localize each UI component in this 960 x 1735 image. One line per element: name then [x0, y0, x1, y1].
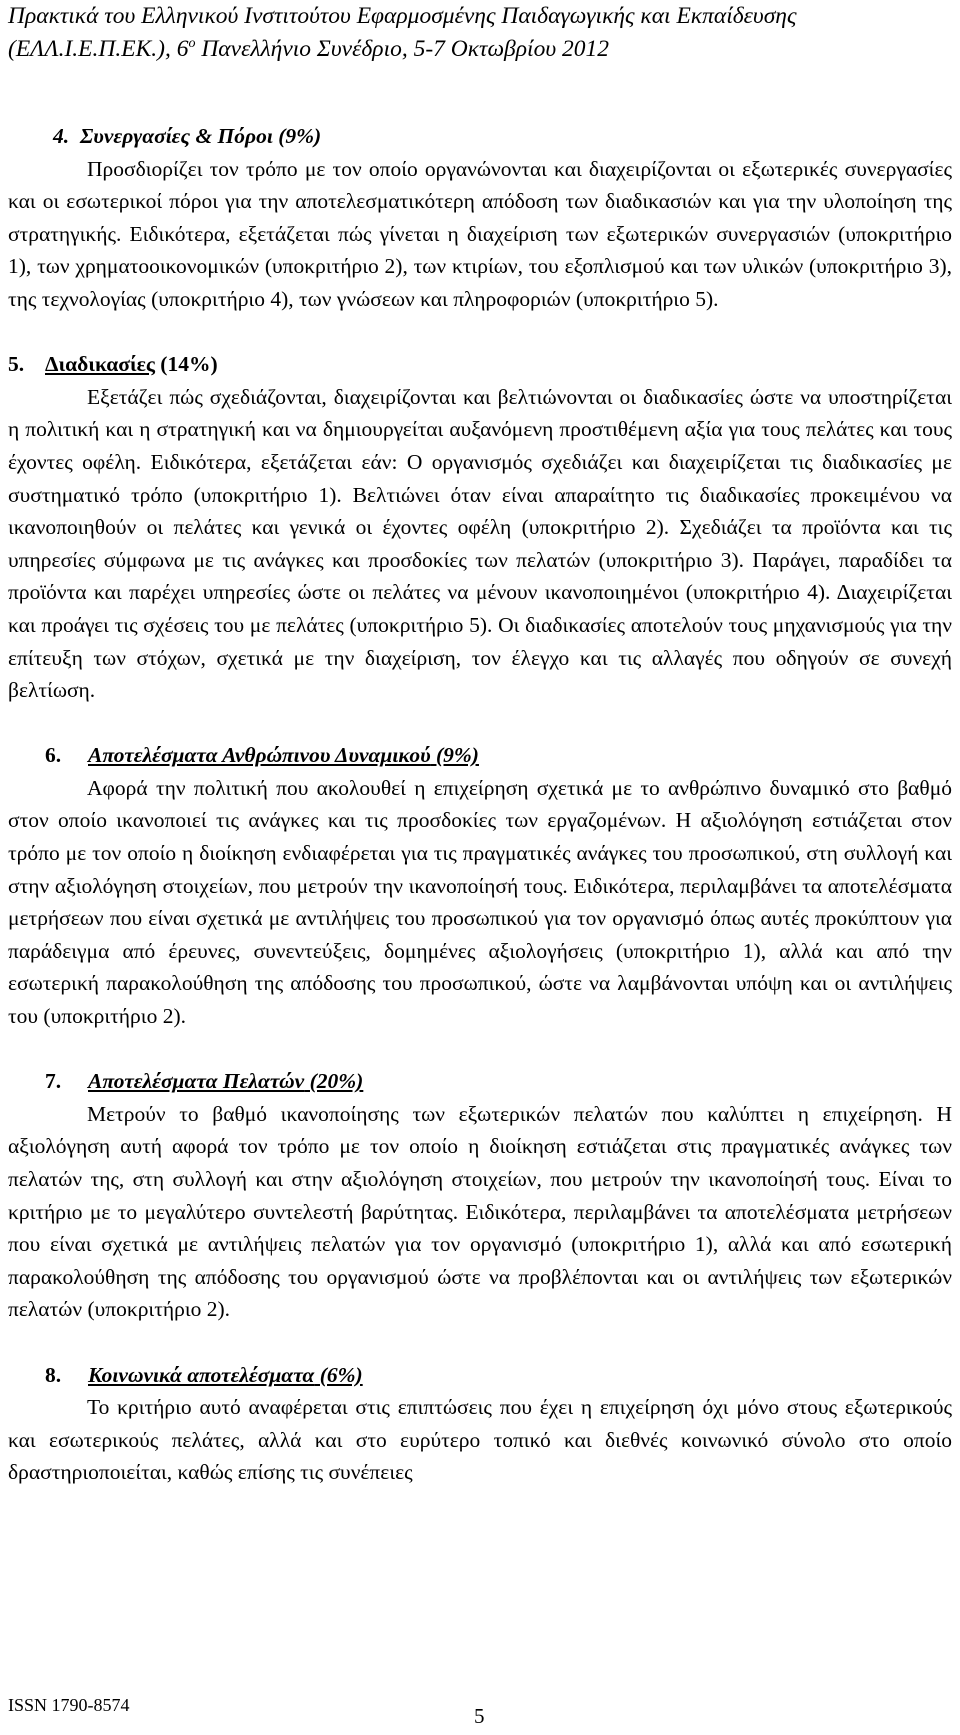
header-line-2-start: (ΕΛΛ.Ι.Ε.Π.ΕΚ.), 6 — [8, 36, 189, 62]
header-line-2 — [8, 33, 952, 66]
running-header — [8, 0, 952, 66]
section-5-heading — [8, 348, 952, 381]
section-7-number: 7. — [45, 1069, 62, 1094]
section-5-title: Διαδικασίες — [45, 352, 155, 377]
header-ordinal-superscript: ο — [188, 36, 196, 52]
section-4-percent: (9%) — [272, 124, 322, 148]
section-8-percent: (6%) — [314, 1362, 363, 1387]
section-8-heading — [8, 1359, 952, 1392]
section-7-paragraph: Μετρούν το βαθμό ικανοποίησης των εξωτερικών πελατών που καλύπτει η επιχείρηση. Η αξιολόγηση αυτή αφορά τον τρόπο με τον οποίο η διοίκηση εστιάζεται στις πραγματικές ανάγκες των πελατών της, στη συλλογή και στην αξιολόγηση στοιχείων, που μετρούν την ικανοποίησή τους. Είναι το κριτήριο με το μεγαλύτερο συντελεστή βαρύτητας. Ειδικότερα, περιλαμβάνει τα αποτελέσματα μετρήσεων που είναι σχετικά με αντιλήψεις πελατών για τον οργανισμό (υποκριτήριο 1), αλλά και από εσωτερική παρακολούθηση της απόδοσης του οργανισμού ώστε να προβλέπονται και οι αντιλήψεις των εξωτερικών πελατών (υποκριτήριο 2). — [8, 1101, 952, 1322]
section-8-title: Κοινωνικά αποτελέσματα — [88, 1362, 315, 1387]
header-line-2-end: Πανελλήνιο Συνέδριο, 5-7 Οκτωβρίου 2012 — [195, 36, 609, 62]
section-5-percent: (14%) — [154, 352, 218, 377]
issn-label: ISSN 1790-8574 — [8, 1695, 130, 1715]
section-4-heading — [8, 120, 952, 153]
section-6-number: 6. — [45, 743, 62, 768]
header-line-1: Πρακτικά του Ελληνικού Ινστιτούτου Εφαρμοσμένης Παιδαγωγικής και Εκπαίδευσης — [8, 3, 797, 29]
section-5 — [8, 348, 952, 707]
section-4-title: Συνεργασίες & Πόροι — [80, 124, 273, 148]
section-7 — [8, 1065, 952, 1326]
section-4-paragraph: Προσδιορίζει τον τρόπο με τον οποίο οργανώνονται και διαχειρίζονται οι εξωτερικές συνεργασίες και οι εσωτερικοί πόροι για την αποτελεσματικότερη απόδοση των διαδικασιών και για την υλοποίηση της στρατηγικής. Ειδικότερα, εξετάζεται πώς γίνεται η διαχείριση των εξωτερικών συνεργασιών (υποκριτήριο 1), των χρηματοοικονομικών (υποκριτήριο 2), των κτιρίων, του εξοπλισμού και των υλικών (υποκριτήριο 3), της τεχνολογίας (υποκριτήριο 4), των γνώσεων και πληροφοριών (υποκριτήριο 5). — [8, 156, 952, 311]
section-8-paragraph: Το κριτήριο αυτό αναφέρεται στις επιπτώσεις που έχει η επιχείρηση όχι μόνο στους εξωτερικούς και εσωτερικούς πελάτες, αλλά και στο ευρύτερο τοπικό και διεθνές κοινωνικό σύνολο στο οποίο δραστηριοποιείται, καθώς επίσης τις συνέπειες — [8, 1395, 952, 1485]
section-8-number: 8. — [45, 1362, 62, 1387]
page-footer — [8, 1690, 952, 1730]
section-8 — [8, 1359, 952, 1489]
section-6-percent: (9%) — [430, 743, 479, 768]
section-5-paragraph: Εξετάζει πώς σχεδιάζονται, διαχειρίζονται και βελτιώνονται οι διαδικασίες ώστε να υποστηρίζεται η πολιτική και η στρατηγική και να δημιουργείται αυξανόμενη προστιθέμενη αξία για τους πελάτες και τους έχοντες οφέλη. Ειδικότερα, εξετάζεται εάν: Ο οργανισμός σχεδιάζει και διαχειρίζεται τις διαδικασίες με συστηματικό τρόπο (υποκριτήριο 1). Βελτιώνει όταν είναι απαραίτητο τις διαδικασίες προκειμένου να ικανοποιηθούν οι πελάτες και γενικά οι έχοντες οφέλη (υποκριτήριο 2). Σχεδιάζει τα προϊόντα και τις υπηρεσίες σύμφωνα με τις ανάγκες και προσδοκίες των πελατών (υποκριτήριο 3). Παράγει, παραδίδει τα προϊόντα και παρέχει υπηρεσίες ώστε οι πελάτες να μένουν ικανοποιημένοι (υποκριτήριο 4). Διαχειρίζεται και προάγει τις σχέσεις του με πελάτες (υποκριτήριο 5). Οι διαδικασίες αποτελούν τους μηχανισμούς για την επίτευξη των στόχων, σχετικά με την διαχείριση, τον έλεγχο και τις αλλαγές που οδηγούν σε συνεχή βελτίωση. — [8, 384, 952, 703]
section-6 — [8, 739, 952, 1032]
section-7-title: Αποτελέσματα Πελατών — [88, 1069, 305, 1094]
section-7-percent: (20%) — [304, 1069, 364, 1094]
section-6-heading — [8, 739, 952, 772]
section-4-number: 4. — [53, 124, 70, 148]
page-body — [8, 120, 952, 1489]
page-number: 5 — [474, 1704, 485, 1728]
section-5-number: 5. — [8, 352, 25, 377]
section-7-heading — [8, 1065, 952, 1098]
section-6-title: Αποτελέσματα Ανθρώπινου Δυναμικού — [88, 743, 431, 768]
section-4 — [8, 120, 952, 316]
section-6-paragraph: Αφορά την πολιτική που ακολουθεί η επιχείρηση σχετικά με το ανθρώπινο δυναμικό στο βαθμό στον οποίο ικανοποιεί τις ανάγκες και τις προσδοκίες των εργαζομένων. Η αξιολόγηση εστιάζεται στον τρόπο με τον οποίο η διοίκηση ενδιαφέρεται για τις πραγματικές ανάγκες του προσωπικού, στη συλλογή και στην αξιολόγηση στοιχείων, που μετρούν την ικανοποίησή τους. Ειδικότερα, περιλαμβάνει τα αποτελέσματα μετρήσεων που είναι σχετικά με αντιλήψεις του προσωπικού για τον οργανισμό όπως αυτές προκύπτουν για παράδειγμα από έρευνες, συνεντεύξεις, δομημένες αξιολογήσεις (υποκριτήριο 1), αλλά και από την εσωτερική παρακολούθηση της απόδοσης του προσωπικού, ώστε να λαμβάνονται υπόψη και οι αντιλήψεις του (υποκριτήριο 2). — [8, 775, 952, 1029]
